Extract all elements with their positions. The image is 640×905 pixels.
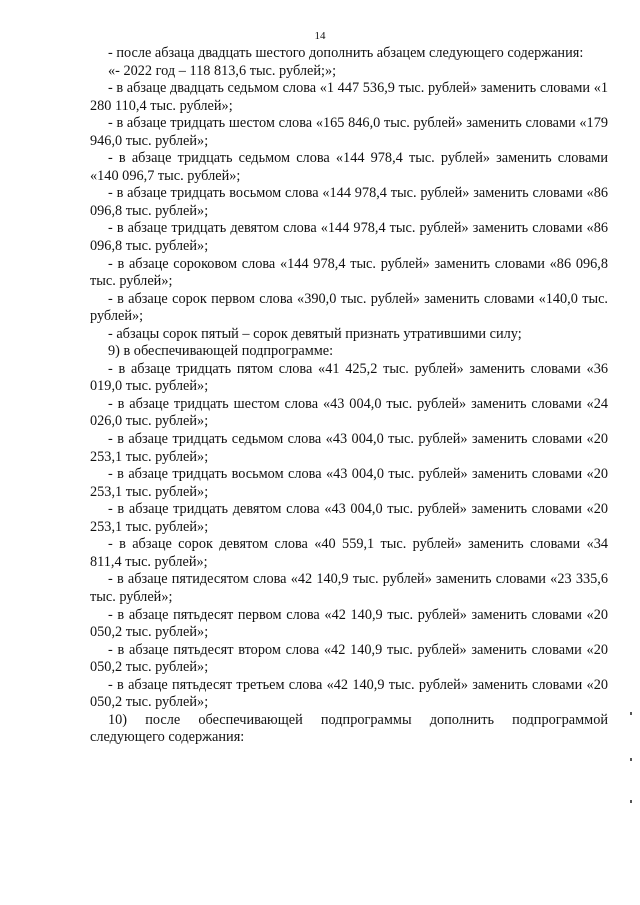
paragraph: - в абзаце тридцать пятом слова «41 425,2 тыс. рублей» заменить словами «36 019,0 тыс. рублей»; — [90, 360, 608, 395]
paragraph: - в абзаце двадцать седьмом слова «1 447 536,9 тыс. рублей» заменить словами «1 280 110,4 тыс. рублей»; — [90, 80, 608, 114]
paragraph: - в абзаце тридцать шестом слова «165 846,0 тыс. рублей» заменить словами «179 946,0 тыс. рублей»; — [90, 115, 608, 149]
paragraph: - в абзаце тридцать восьмом слова «144 978,4 тыс. рублей» заменить словами «86 096,8 тыс. рублей»; — [90, 185, 608, 219]
paragraph: - в абзаце пятьдесят первом слова «42 140,9 тыс. рублей» заменить словами «20 050,2 тыс. рублей»; — [90, 606, 608, 641]
paragraph: - в абзаце пятьдесят втором слова «42 140,9 тыс. рублей» заменить словами «20 050,2 тыс. рублей»; — [90, 641, 608, 676]
paragraph: - в абзаце тридцать седьмом слова «43 004,0 тыс. рублей» заменить словами «20 253,1 тыс. рублей»; — [90, 431, 608, 465]
paragraph: - в абзаце пятьдесят третьем слова «42 140,9 тыс. рублей» заменить словами «20 050,2 тыс. рублей»; — [90, 676, 608, 711]
document-body — [90, 45, 608, 747]
scan-mark — [630, 712, 632, 715]
paragraph: - в абзаце сорок первом слова «390,0 тыс. рублей» заменить словами «140,0 тыс. рублей»; — [90, 290, 608, 325]
paragraph: - в абзаце тридцать восьмом слова «43 004,0 тыс. рублей» заменить словами «20 253,1 тыс. рублей»; — [90, 466, 608, 500]
paragraph: - в абзаце тридцать шестом слова «43 004,0 тыс. рублей» заменить словами «24 026,0 тыс. рублей»; — [90, 395, 608, 430]
scan-mark — [630, 758, 632, 761]
paragraph: - в абзаце тридцать седьмом слова «144 978,4 тыс. рублей» заменить словами «140 096,7 тыс. рублей»; — [90, 150, 608, 184]
paragraph: 9) в обеспечивающей подпрограмме: — [108, 343, 334, 360]
paragraph: - в абзаце сорок девятом слова «40 559,1 тыс. рублей» заменить словами «34 811,4 тыс. рублей»; — [90, 536, 608, 570]
paragraph: «- 2022 год – 118 813,6 тыс. рублей;»; — [108, 62, 337, 79]
paragraph: - в абзаце тридцать девятом слова «144 978,4 тыс. рублей» заменить словами «86 096,8 тыс. рублей»; — [90, 220, 608, 255]
paragraph: - в абзаце пятидесятом слова «42 140,9 тыс. рублей» заменить словами «23 335,6 тыс. рублей»; — [90, 571, 608, 605]
paragraph: - в абзаце сороковом слова «144 978,4 тыс. рублей» заменить словами «86 096,8 тыс. рублей»; — [90, 255, 608, 290]
paragraph: - после абзаца двадцать шестого дополнить абзацем следующего содержания: — [108, 45, 584, 61]
scan-mark — [630, 800, 632, 803]
paragraph: 10) после обеспечивающей подпрограммы дополнить подпрограммой следующего содержания: — [90, 711, 608, 746]
paragraph: - абзацы сорок пятый – сорок девятый признать утратившими силу; — [108, 325, 522, 342]
paragraph: - в абзаце тридцать девятом слова «43 004,0 тыс. рублей» заменить словами «20 253,1 тыс. рублей»; — [90, 501, 608, 535]
page-number: 14 — [314, 30, 326, 42]
